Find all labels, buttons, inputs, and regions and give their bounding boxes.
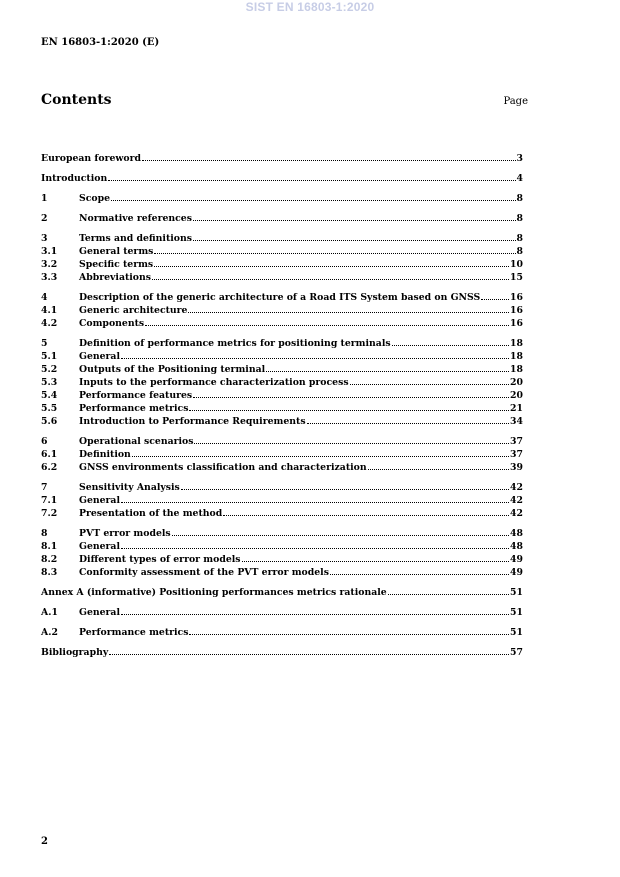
toc-entry-title: Introduction (41, 173, 108, 184)
toc-entry-number: 5 (41, 338, 48, 349)
toc-entry-title: Different types of error models (79, 554, 241, 565)
toc-entry[interactable] (41, 507, 523, 520)
toc-entry-number: 5.6 (41, 416, 58, 427)
toc-entry-title: Definition of performance metrics for positioning terminals (79, 338, 391, 349)
toc-entry-page: 34 (510, 416, 523, 427)
toc-entry-page: 16 (510, 305, 523, 316)
toc-entry-title: European foreword (41, 153, 141, 164)
toc-entry-title: Conformity assessment of the PVT error models (79, 567, 329, 578)
toc-dot-leader (152, 271, 509, 280)
toc-entry-number: 8.3 (41, 567, 58, 578)
toc-entry-title: Annex A (informative) Positioning performances metrics rationale (41, 587, 387, 598)
toc-entry[interactable] (41, 481, 523, 494)
toc-dot-leader (193, 212, 516, 221)
toc-entry-page: 39 (510, 462, 523, 473)
toc-dot-leader (193, 389, 509, 398)
toc-entry-page: 51 (510, 627, 523, 638)
toc-entry-page: 18 (510, 338, 523, 349)
toc-entry-number: 6 (41, 436, 48, 447)
toc-entry[interactable] (41, 212, 523, 225)
toc-entry[interactable] (41, 626, 523, 639)
toc-entry[interactable] (41, 494, 523, 507)
page-column-label: Page (503, 96, 528, 107)
toc-entry-title: Bibliography (41, 647, 109, 658)
toc-dot-leader (189, 626, 509, 635)
toc-entry[interactable] (41, 606, 523, 619)
toc-entry-number: 8.1 (41, 541, 58, 552)
toc-entry-title: Presentation of the method (79, 508, 223, 519)
toc-entry-title: General (79, 351, 120, 362)
toc-entry-page: 8 (516, 246, 523, 257)
toc-entry-title: General (79, 541, 120, 552)
watermark: SIST EN 16803-1:2020 (245, 0, 375, 14)
toc-entry-page: 57 (510, 647, 523, 658)
toc-dot-leader (109, 646, 509, 655)
toc-entry-number: 7 (41, 482, 48, 493)
toc-dot-leader (330, 566, 509, 575)
toc-dot-leader (194, 435, 509, 444)
toc-entry-title: Abbreviations (79, 272, 152, 283)
toc-dot-leader (172, 527, 509, 536)
toc-entry[interactable] (41, 291, 523, 304)
toc-entry-number: 5.5 (41, 403, 58, 414)
toc-entry-number: 8 (41, 528, 48, 539)
toc-entry[interactable] (41, 527, 523, 540)
toc-entry-number: 5.3 (41, 377, 58, 388)
toc-entry[interactable] (41, 435, 523, 448)
toc-dot-leader (142, 152, 516, 161)
toc-entry[interactable] (41, 586, 523, 599)
toc-entry-number: 3.1 (41, 246, 58, 257)
toc-entry-number: 8.2 (41, 554, 58, 565)
toc-entry-number: 5.2 (41, 364, 58, 375)
toc-entry-title: Performance features (79, 390, 193, 401)
toc-dot-leader (392, 337, 509, 346)
toc-entry-title: Sensitivity Analysis (79, 482, 180, 493)
toc-entry[interactable] (41, 566, 523, 579)
toc-entry-page: 16 (510, 318, 523, 329)
toc-entry-page: 51 (510, 607, 523, 618)
toc-entry-title: Inputs to the performance characterization process (79, 377, 349, 388)
toc-entry-title: Specific terms (79, 259, 154, 270)
toc-entry-number: A.1 (41, 607, 58, 618)
toc-entry[interactable] (41, 152, 523, 165)
toc-entry-title: General (79, 607, 120, 618)
toc-entry-title: General terms (79, 246, 154, 257)
toc-entry-number: 6.1 (41, 449, 58, 460)
toc-entry-page: 51 (510, 587, 523, 598)
toc-entry-number: 5.4 (41, 390, 58, 401)
toc-entry-number: 6.2 (41, 462, 58, 473)
toc-entry-page: 18 (510, 364, 523, 375)
toc-entry[interactable] (41, 271, 523, 284)
toc-dot-leader (145, 317, 509, 326)
toc-entry[interactable] (41, 245, 523, 258)
toc-entry-page: 20 (510, 377, 523, 388)
toc-entry-title: Normative references (79, 213, 192, 224)
toc-dot-leader (307, 415, 509, 424)
table-of-contents (41, 152, 523, 659)
toc-dot-leader (266, 363, 509, 372)
toc-entry-title: PVT error models (79, 528, 171, 539)
toc-dot-leader (154, 258, 509, 267)
toc-entry-page: 18 (510, 351, 523, 362)
toc-entry-page: 10 (510, 259, 523, 270)
toc-entry-page: 15 (510, 272, 523, 283)
toc-entry[interactable] (41, 553, 523, 566)
toc-dot-leader (121, 606, 509, 615)
toc-entry[interactable] (41, 232, 523, 245)
toc-entry[interactable] (41, 350, 523, 363)
toc-dot-leader (368, 461, 509, 470)
toc-entry-page: 37 (510, 449, 523, 460)
toc-entry-page: 4 (516, 173, 523, 184)
toc-entry-title: Performance metrics (79, 627, 189, 638)
toc-dot-leader (111, 192, 516, 201)
toc-dot-leader (388, 586, 509, 595)
toc-entry[interactable] (41, 304, 523, 317)
toc-entry[interactable] (41, 317, 523, 330)
toc-entry-title: Scope (79, 193, 110, 204)
toc-entry-number: 4.2 (41, 318, 58, 329)
toc-dot-leader (350, 376, 509, 385)
toc-entry-title: General (79, 495, 120, 506)
toc-dot-leader (154, 245, 515, 254)
toc-entry-page: 21 (510, 403, 523, 414)
toc-entry-title: Definition (79, 449, 131, 460)
toc-entry-page: 48 (510, 541, 523, 552)
toc-entry[interactable] (41, 646, 523, 659)
document-id: EN 16803-1:2020 (E) (41, 37, 160, 48)
toc-entry-number: 1 (41, 193, 48, 204)
toc-entry[interactable] (41, 192, 523, 205)
toc-dot-leader (193, 232, 516, 241)
toc-entry-number: 4 (41, 292, 48, 303)
toc-entry-page: 16 (510, 292, 523, 303)
toc-entry-page: 3 (516, 153, 523, 164)
toc-entry-page: 8 (516, 193, 523, 204)
toc-entry-number: 4.1 (41, 305, 58, 316)
toc-entry-page: 42 (510, 495, 523, 506)
toc-entry-page: 42 (510, 508, 523, 519)
toc-entry-page: 37 (510, 436, 523, 447)
toc-entry-page: 49 (510, 567, 523, 578)
toc-dot-leader (181, 481, 509, 490)
toc-entry-title: Outputs of the Positioning terminal (79, 364, 266, 375)
toc-dot-leader (121, 540, 509, 549)
toc-entry[interactable] (41, 337, 523, 350)
toc-entry-number: A.2 (41, 627, 58, 638)
toc-dot-leader (481, 291, 509, 300)
toc-dot-leader (121, 350, 509, 359)
toc-entry-number: 7.2 (41, 508, 58, 519)
toc-entry-title: Introduction to Performance Requirements (79, 416, 306, 427)
toc-entry[interactable] (41, 415, 523, 428)
toc-entry-title: Operational scenarios (79, 436, 194, 447)
toc-entry-title: Terms and definitions (79, 233, 192, 244)
toc-entry[interactable] (41, 389, 523, 402)
toc-dot-leader (189, 402, 509, 411)
toc-entry[interactable] (41, 540, 523, 553)
page-number: 2 (41, 836, 48, 847)
toc-entry-title: Performance metrics (79, 403, 189, 414)
toc-entry-number: 2 (41, 213, 48, 224)
toc-entry[interactable] (41, 363, 523, 376)
toc-entry-number: 3.3 (41, 272, 58, 283)
toc-entry-title: Description of the generic architecture of a Road ITS System based on GNSS (79, 292, 481, 303)
toc-entry[interactable] (41, 258, 523, 271)
toc-entry[interactable] (41, 172, 523, 185)
toc-entry-page: 48 (510, 528, 523, 539)
toc-entry-title: GNSS environments classification and characterization (79, 462, 367, 473)
toc-entry-page: 8 (516, 213, 523, 224)
toc-entry-page: 42 (510, 482, 523, 493)
toc-dot-leader (108, 172, 515, 181)
contents-heading: Contents (41, 92, 112, 108)
toc-entry-title: Components (79, 318, 145, 329)
toc-entry-number: 5.1 (41, 351, 58, 362)
toc-entry-number: 7.1 (41, 495, 58, 506)
toc-entry-page: 49 (510, 554, 523, 565)
toc-entry-number: 3.2 (41, 259, 58, 270)
toc-entry[interactable] (41, 402, 523, 415)
toc-entry-number: 3 (41, 233, 48, 244)
toc-dot-leader (188, 304, 509, 313)
toc-entry-page: 20 (510, 390, 523, 401)
toc-entry[interactable] (41, 448, 523, 461)
toc-entry-title: Generic architecture (79, 305, 188, 316)
toc-entry[interactable] (41, 376, 523, 389)
toc-dot-leader (242, 553, 510, 562)
toc-dot-leader (121, 494, 509, 503)
toc-entry-page: 8 (516, 233, 523, 244)
toc-entry[interactable] (41, 461, 523, 474)
toc-dot-leader (132, 448, 509, 457)
toc-dot-leader (223, 507, 509, 516)
